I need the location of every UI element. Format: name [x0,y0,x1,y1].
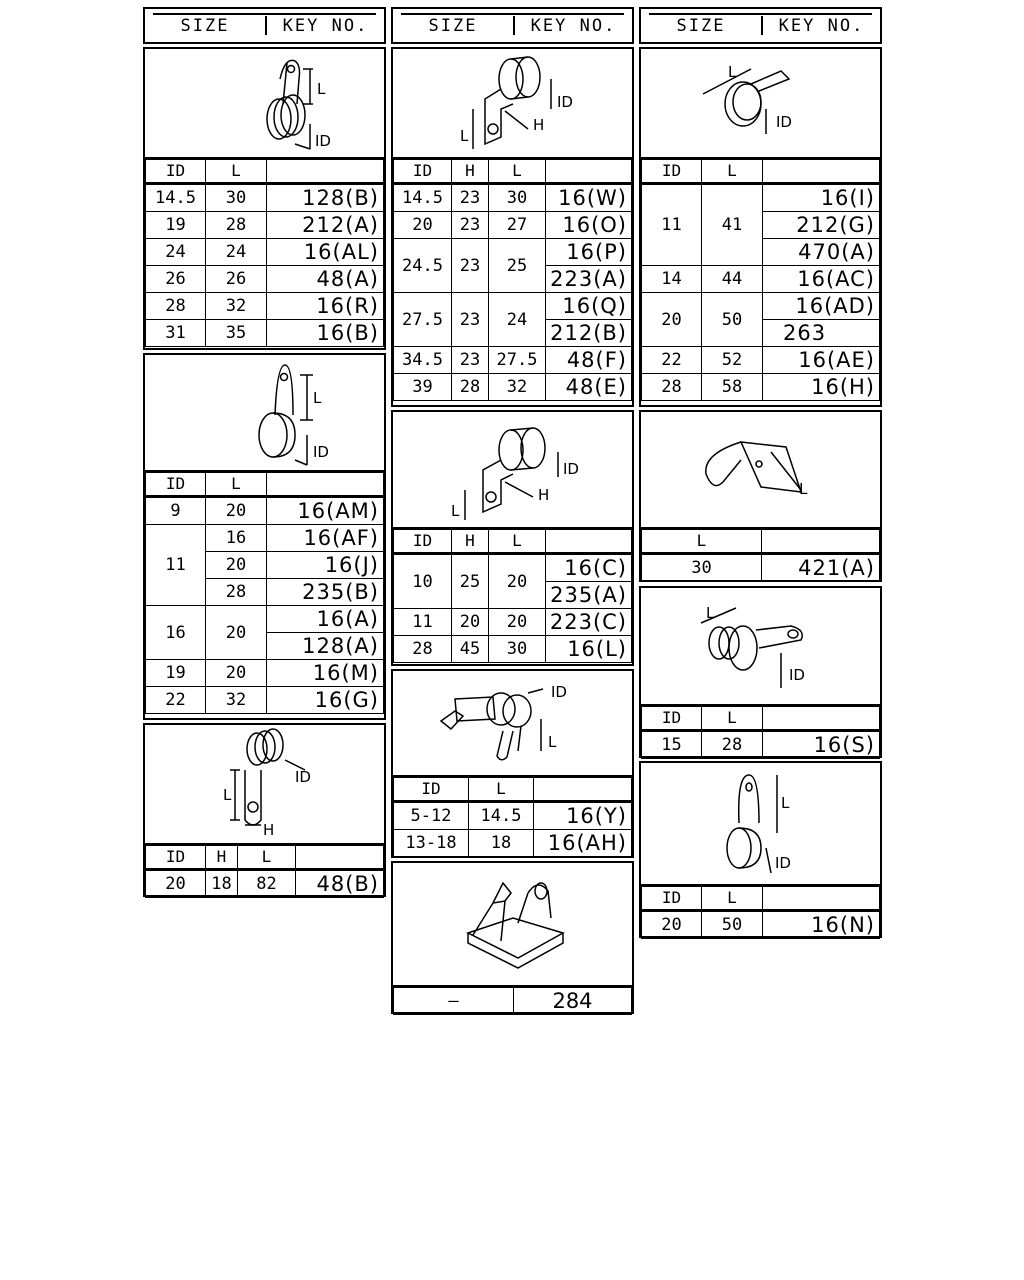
svg-text:L: L [728,63,737,81]
size-cell: 18 [469,830,534,857]
size-cell [534,778,632,802]
size-cell: 32 [206,687,267,714]
size-cell: L [469,778,534,802]
key-no-cell: 16(G) [267,687,384,714]
size-cell: 50 [702,911,763,939]
key-no-cell: 212(G) [763,212,880,239]
size-cell: 20 [489,609,546,636]
clamp-block-7 [391,861,634,1014]
size-cell: 28 [146,293,206,320]
key-no-cell: 16(Y) [534,802,632,830]
size-cell: H [452,530,489,554]
svg-text:ID: ID [315,132,331,150]
key-no-cell: 48(B) [296,870,384,898]
table-row [394,554,632,582]
key-no-cell: 16(N) [763,911,880,939]
size-cell: 23 [452,239,489,293]
size-cell: L [238,846,296,870]
size-cell: 41 [702,184,763,266]
table-row [146,687,384,714]
key-no-cell: 16(AD) [763,293,880,320]
size-cell: 34.5 [394,347,452,374]
size-cell: 22 [146,687,206,714]
key-no-cell: 16(R) [267,293,384,320]
svg-text:L: L [223,786,232,804]
size-cell: 14.5 [469,802,534,830]
svg-text:ID: ID [776,113,792,131]
key-no-cell: 16(AL) [267,239,384,266]
clamp-drawing [145,725,384,845]
key-no-cell: 470(A) [763,239,880,266]
size-cell: 23 [452,184,489,212]
table-row [394,609,632,636]
size-cell: 44 [702,266,763,293]
key-no-cell: 16(Q) [546,293,632,320]
size-cell: 28 [642,374,702,401]
size-cell: 16 [146,606,206,660]
clamp-drawing [393,49,632,159]
size-cell: 26 [146,266,206,293]
size-cell: 30 [489,184,546,212]
size-cell: 20 [642,911,702,939]
col1-header [143,7,386,44]
key-no-cell: 48(E) [546,374,632,401]
size-cell [296,846,384,870]
table-row [394,239,632,266]
table-row [394,802,632,830]
table-row [394,374,632,401]
table-row [146,212,384,239]
key-no-cell: 16(AF) [267,525,384,552]
size-cell: 25 [452,554,489,609]
clamp-drawing [145,355,384,472]
size-cell: L [489,160,546,184]
key-no-cell: 16(H) [763,374,880,401]
col-key [267,160,384,184]
svg-text:H: H [533,116,545,134]
key-no-cell: 212(B) [546,320,632,347]
key-no-cell: 128(B) [267,184,384,212]
table-row [642,554,880,582]
size-cell: 22 [642,347,702,374]
size-cell: 25 [489,239,546,293]
size-cell: 28 [452,374,489,401]
table-row [146,660,384,687]
size-cell [267,473,384,497]
clamp-block-10 [639,586,882,758]
svg-text:L: L [317,80,326,98]
size-cell: 32 [206,293,267,320]
size-cell: 20 [206,660,267,687]
size-cell: ID [642,160,702,184]
size-cell: 18 [206,870,238,898]
key-no-cell: 16(A) [267,606,384,633]
size-cell: ID [642,707,702,731]
table-row [642,911,880,939]
size-cell: 23 [452,293,489,347]
clamp-drawing [641,412,880,529]
size-cell: 14.5 [394,184,452,212]
size-cell [762,530,880,554]
key-no-cell: 223(C) [546,609,632,636]
clamp-block-1 [143,47,386,350]
col3-header: SIZE KEY NO. [639,7,882,44]
col-id: ID [146,160,206,184]
size-cell: 11 [394,609,452,636]
svg-text:L: L [781,794,790,812]
table-row [146,239,384,266]
size-cell: L [702,887,763,911]
clamp-block-6 [391,669,634,858]
table-row [642,347,880,374]
size-cell: 30 [642,554,762,582]
key-no-cell: 16(AH) [534,830,632,857]
size-cell: 30 [206,184,267,212]
key-no-cell: 16(P) [546,239,632,266]
size-cell [546,530,632,554]
key-no-cell: 235(A) [546,582,632,609]
size-cell: 26 [206,266,267,293]
size-cell: L [489,530,546,554]
table-row [394,636,632,663]
size-cell: L [206,473,267,497]
size-cell: L [642,530,762,554]
table-row [642,374,880,401]
key-no-cell: 128(A) [267,633,384,660]
size-cell: 27.5 [394,293,452,347]
table-row [146,320,384,347]
size-cell: ID [146,846,206,870]
key-no-cell: 16(B) [267,320,384,347]
size-cell: 15 [642,731,702,759]
clamp-drawing [393,863,632,987]
size-cell: 20 [206,606,267,660]
table-row [146,870,384,898]
clamp-drawing [393,671,632,777]
size-cell: 11 [642,184,702,266]
key-no-cell: 263 [763,320,880,347]
table-row [394,184,632,212]
col-l: L [206,160,267,184]
size-cell: 14.5 [146,184,206,212]
size-cell: 28 [206,579,267,606]
clamp-block-8 [639,47,882,407]
size-cell: 20 [489,554,546,609]
key-no-cell: 235(B) [267,579,384,606]
size-cell: 28 [394,636,452,663]
size-cell: 10 [394,554,452,609]
table-row [146,293,384,320]
svg-text:H: H [263,821,275,839]
table-row [394,347,632,374]
table-row [146,266,384,293]
size-cell: 20 [206,497,267,525]
clamp-drawing [393,412,632,529]
key-no-cell: 16(J) [267,552,384,579]
clamp-block-3 [143,723,386,897]
size-cell: 14 [642,266,702,293]
table-row [394,293,632,320]
size-cell: 5-12 [394,802,469,830]
clamp-drawing [641,763,880,886]
table-row [146,497,384,525]
size-cell: 24 [489,293,546,347]
size-cell: L [702,160,763,184]
size-cell: ID [394,530,452,554]
size-cell: 39 [394,374,452,401]
size-cell: 24 [206,239,267,266]
size-cell: ID [394,778,469,802]
size-cell: 35 [206,320,267,347]
clamp-drawing [641,49,880,159]
key-no-cell: 48(F) [546,347,632,374]
size-cell: 58 [702,374,763,401]
size-cell: 20 [146,870,206,898]
key-no-cell: 16(S) [763,731,880,759]
table-row [394,988,632,1015]
size-cell: 20 [642,293,702,347]
key-no-cell: 16(AC) [763,266,880,293]
size-cell: — [394,988,514,1015]
size-cell: 52 [702,347,763,374]
size-header: SIZE [145,16,267,36]
size-cell: H [452,160,489,184]
key-no-cell: 16(I) [763,184,880,212]
size-cell: 30 [489,636,546,663]
size-cell: 9 [146,497,206,525]
size-cell: 28 [702,731,763,759]
size-cell: 20 [452,609,489,636]
size-cell: 32 [489,374,546,401]
table-row [642,293,880,320]
size-cell: 16 [206,525,267,552]
header-rule [153,13,376,15]
svg-text:L: L [460,127,469,145]
size-cell: 45 [452,636,489,663]
table-row [642,731,880,759]
clamp-drawing [145,49,384,159]
clamp-block-9 [639,410,882,582]
svg-text:L: L [706,604,715,622]
size-cell: 13-18 [394,830,469,857]
key-no-cell: 16(AE) [763,347,880,374]
key-no-cell: 16(C) [546,554,632,582]
key-no-cell: 16(L) [546,636,632,663]
svg-text:L: L [451,502,460,520]
size-cell: 23 [452,347,489,374]
size-cell: ID [642,887,702,911]
size-cell [546,160,632,184]
table-row [146,606,384,633]
size-cell: H [206,846,238,870]
size-cell: 50 [702,293,763,347]
key-no-cell: 16(O) [546,212,632,239]
key-no-cell: 16(AM) [267,497,384,525]
key-no-header: KEY NO. [282,15,369,36]
table-row [642,266,880,293]
size-cell: ID [394,160,452,184]
clamp-block-5 [391,410,634,666]
col2-header: SIZE KEY NO. [391,7,634,44]
svg-text:ID: ID [295,768,311,786]
size-cell: ID [146,473,206,497]
svg-text:ID: ID [789,666,805,684]
size-cell: 20 [206,552,267,579]
size-cell: 19 [146,212,206,239]
key-284: 284 [514,988,632,1015]
size-cell: L [702,707,763,731]
table-row [394,212,632,239]
table-row [146,525,384,552]
svg-text:ID: ID [313,443,329,461]
table-row [146,184,384,212]
key-no-cell: 48(A) [267,266,384,293]
clamp-drawing [641,588,880,706]
size-cell: 11 [146,525,206,606]
size-cell [763,887,880,911]
size-cell: 24.5 [394,239,452,293]
size-cell: 28 [206,212,267,239]
size-cell: 20 [394,212,452,239]
clamp-block-2 [143,353,386,720]
size-cell: 24 [146,239,206,266]
key-no-cell: 223(A) [546,266,632,293]
size-cell: 27.5 [489,347,546,374]
table-row [642,184,880,212]
key-no-cell: 421(A) [762,554,880,582]
clamp-block-11 [639,761,882,938]
svg-text:L: L [313,389,322,407]
svg-text:ID: ID [775,854,791,872]
size-cell: 23 [452,212,489,239]
key-no-cell: 16(W) [546,184,632,212]
svg-text:H: H [538,486,550,504]
key-no-cell: 16(M) [267,660,384,687]
size-cell: 31 [146,320,206,347]
size-cell: 27 [489,212,546,239]
size-cell [763,707,880,731]
size-cell [763,160,880,184]
size-cell: 82 [238,870,296,898]
svg-text:L: L [799,480,808,498]
clamp-block-4 [391,47,634,407]
table-row [394,830,632,857]
svg-text:ID: ID [557,93,573,111]
svg-text:L: L [548,733,557,751]
key-no-cell: 212(A) [267,212,384,239]
size-cell: 19 [146,660,206,687]
svg-text:ID: ID [563,460,579,478]
svg-text:ID: ID [551,683,567,701]
